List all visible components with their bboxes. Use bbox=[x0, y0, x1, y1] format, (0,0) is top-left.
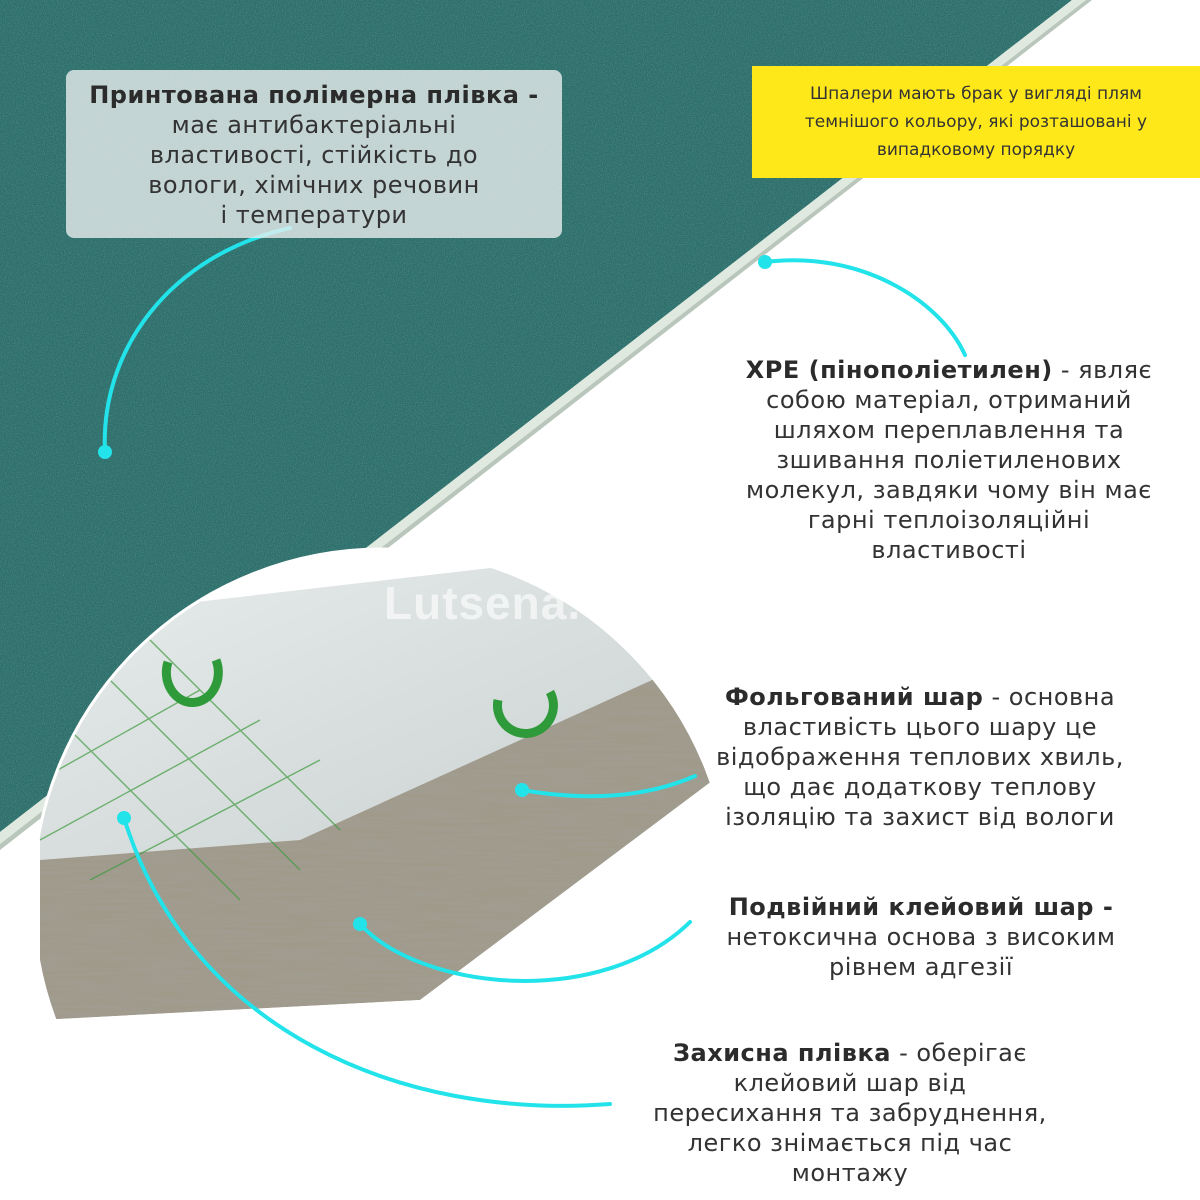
adhesive-callout-line-2: рівнем адгезії bbox=[828, 953, 1013, 981]
film-callout-line-2: властивості, стійкість до bbox=[149, 141, 479, 169]
xpe-callout-title: XPE (пінополіетилен) bbox=[745, 356, 1053, 384]
foil-callout-line-4: що дає додаткову теплову bbox=[743, 773, 1097, 801]
adhesive-callout-title: Подвійний клейовий шар - bbox=[728, 893, 1114, 921]
xpe-connector bbox=[765, 260, 965, 355]
foil-callout-line-3: відображення теплових хвиль, bbox=[716, 743, 1124, 771]
xpe-callout-line-7: властивості bbox=[871, 536, 1027, 564]
adhesive-callout bbox=[678, 892, 1164, 982]
xpe-callout-line-5: молекул, завдяки чому він має bbox=[746, 476, 1152, 504]
foil-callout bbox=[680, 682, 1160, 832]
foil-callout-line-1: - основна bbox=[991, 683, 1116, 711]
protective-callout-line-3: пересихання та забруднення, bbox=[653, 1099, 1047, 1127]
protective-callout-line-2: клейовий шар від bbox=[733, 1069, 967, 1097]
film-callout bbox=[66, 80, 562, 230]
defect-notice bbox=[752, 66, 1200, 178]
film-callout-line-3: вологи, хімічних речовин bbox=[148, 171, 480, 199]
xpe-callout-line-3: шляхом переплавлення та bbox=[773, 416, 1125, 444]
foil-callout-line-5: ізоляцію та захист від вологи bbox=[725, 803, 1115, 831]
foil-callout-title: Фольгований шар bbox=[724, 683, 984, 711]
foil-callout-line-2: властивість цього шару це bbox=[742, 713, 1098, 741]
film-callout-line-4: і температури bbox=[220, 201, 408, 229]
defect-notice-text: Шпалери мають брак у вигляді плям темнішого кольору, які розташовані у випадковому порядку bbox=[804, 84, 1148, 160]
film-callout-line-1: має антибактеріальні bbox=[171, 111, 457, 139]
xpe-callout-line-6: гарні теплоізоляційні bbox=[807, 506, 1091, 534]
xpe-callout bbox=[718, 355, 1180, 565]
protective-callout-line-4: легко знімається під час bbox=[687, 1129, 1013, 1157]
protective-callout-title: Захисна плівка bbox=[672, 1039, 891, 1067]
protective-callout bbox=[610, 1038, 1090, 1188]
xpe-callout-line-2: собою матеріал, отриманий bbox=[766, 386, 1132, 414]
protective-callout-line-1: - оберігає bbox=[899, 1039, 1028, 1067]
adhesive-callout-line-1: нетоксична основа з високим bbox=[726, 923, 1116, 951]
xpe-callout-line-4: зшивання поліетиленових bbox=[776, 446, 1122, 474]
site-watermark: Lutsena.com.ua bbox=[384, 577, 749, 629]
film-callout-title: Принтована полімерна плівка - bbox=[89, 81, 539, 109]
xpe-callout-line-1: - являє bbox=[1060, 356, 1153, 384]
protective-callout-line-5: монтажу bbox=[791, 1159, 909, 1187]
